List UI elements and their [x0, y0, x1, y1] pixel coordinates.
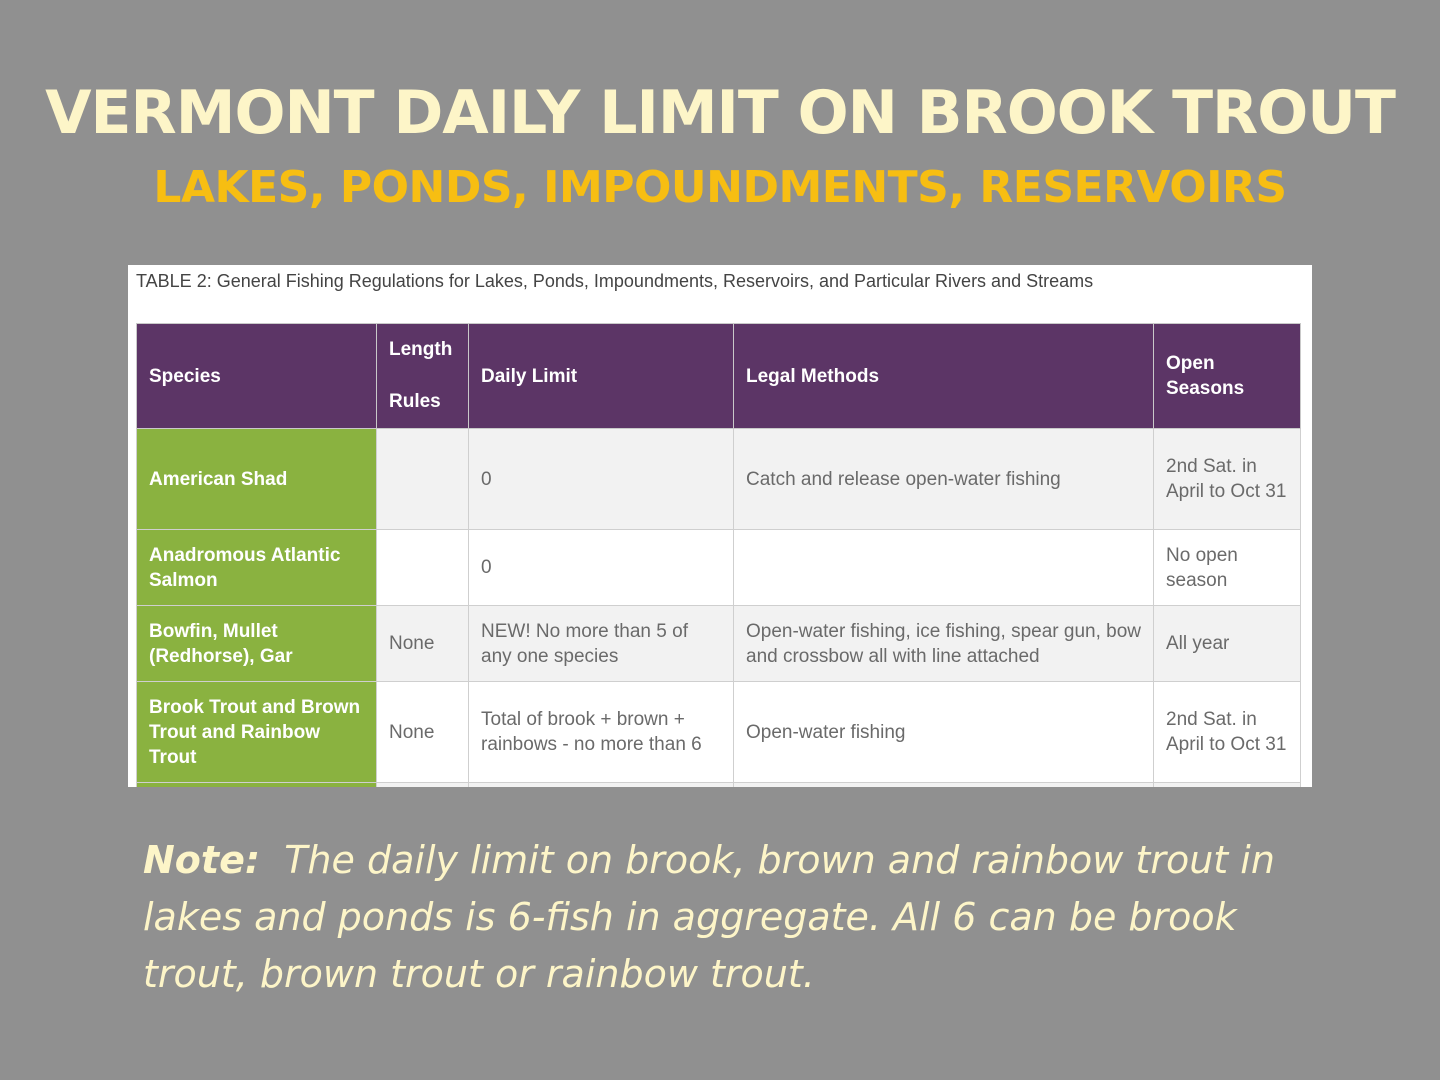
table-row-cropped — [137, 783, 1301, 788]
cell-length-rules: None — [377, 606, 469, 682]
cell-species-cropped — [137, 783, 377, 788]
cell-legal-methods: Open-water fishing — [734, 682, 1154, 783]
cell-length-rules — [377, 429, 469, 530]
cell-species: Anadromous Atlantic Salmon — [137, 530, 377, 606]
cell-open-seasons: 2nd Sat. in April to Oct 31 — [1154, 682, 1301, 783]
note-line-3: trout, brown trout or rainbow trout. — [143, 952, 815, 996]
cell-open-seasons: 2nd Sat. in April to Oct 31 — [1154, 429, 1301, 530]
cell-species: Bowfin, Mullet (Redhorse), Gar — [137, 606, 377, 682]
note-line-2: lakes and ponds is 6-fish in aggregate. All 6 can be brook — [143, 895, 1237, 939]
cell-cropped — [734, 783, 1154, 788]
note-paragraph — [143, 832, 1323, 1003]
table-row — [137, 530, 1301, 606]
note-label: Note: — [143, 838, 261, 882]
note-line-1 — [143, 832, 1323, 889]
header-length-line2: Rules — [389, 391, 441, 412]
cell-cropped — [1154, 783, 1301, 788]
cell-cropped — [469, 783, 734, 788]
cell-daily-limit: 0 — [469, 530, 734, 606]
regulations-table-screenshot — [128, 265, 1312, 787]
cell-length-rules — [377, 530, 469, 606]
header-legal-methods: Legal Methods — [734, 324, 1154, 429]
cell-open-seasons: All year — [1154, 606, 1301, 682]
slide-subtitle: LAKES, PONDS, IMPOUNDMENTS, RESERVOIRS — [153, 162, 1287, 213]
cell-open-seasons: No open season — [1154, 530, 1301, 606]
header-length-rules — [377, 324, 469, 429]
cell-daily-limit: Total of brook + brown + rainbows - no more than 6 — [469, 682, 734, 783]
table-header-row — [137, 324, 1301, 429]
cell-legal-methods — [734, 530, 1154, 606]
slide-title: VERMONT DAILY LIMIT ON BROOK TROUT — [45, 78, 1395, 148]
cell-length-rules: None — [377, 682, 469, 783]
header-daily-limit: Daily Limit — [469, 324, 734, 429]
cell-legal-methods: Catch and release open-water fishing — [734, 429, 1154, 530]
regulations-table — [136, 323, 1301, 787]
header-length-line1: Length — [389, 339, 453, 360]
header-open-seasons: Open Seasons — [1154, 324, 1301, 429]
table-row — [137, 429, 1301, 530]
cell-daily-limit: 0 — [469, 429, 734, 530]
header-species: Species — [137, 324, 377, 429]
cell-species: Brook Trout and Brown Trout and Rainbow Trout — [137, 682, 377, 783]
table-row — [137, 682, 1301, 783]
cell-daily-limit: NEW! No more than 5 of any one species — [469, 606, 734, 682]
cell-species: American Shad — [137, 429, 377, 530]
cell-cropped — [377, 783, 469, 788]
note-text-1: The daily limit on brook, brown and rainbow trout in — [284, 838, 1275, 882]
cell-legal-methods: Open-water fishing, ice fishing, spear gun, bow and crossbow all with line attached — [734, 606, 1154, 682]
table-caption: TABLE 2: General Fishing Regulations for Lakes, Ponds, Impoundments, Reservoirs, and Particular Rivers and Streams — [136, 271, 1094, 291]
table-row — [137, 606, 1301, 682]
